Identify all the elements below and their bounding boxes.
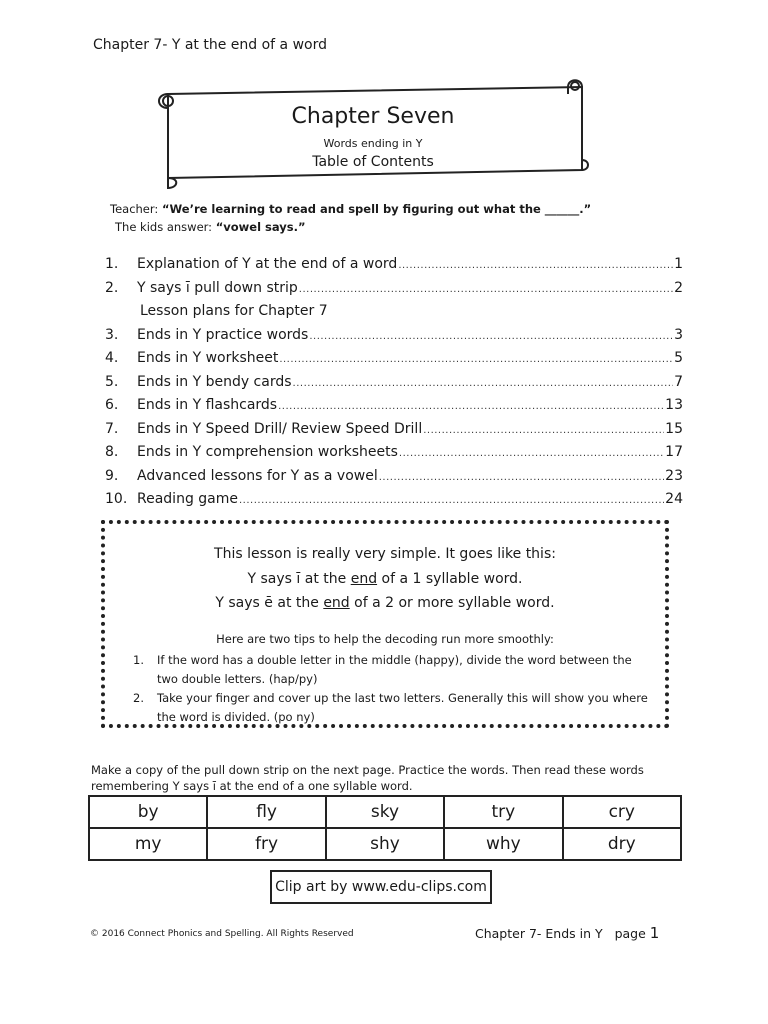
tip-number: 1. (133, 653, 144, 667)
tip-text: Take your finger and cover up the last two letters. Generally this will show you where the word is divided. (po ny) (157, 691, 648, 724)
dot-leader (278, 401, 664, 412)
rule-text: Y says ī at the (247, 571, 351, 587)
toc-page: 13 (665, 397, 683, 413)
table-row (89, 796, 681, 828)
toc-title: Ends in Y Speed Drill/ Review Speed Drill (137, 420, 423, 437)
toc-page: 1 (674, 256, 683, 272)
toc-number: 7. (105, 420, 119, 437)
toc-title: Y says ī pull down strip (137, 279, 298, 296)
word-cell: shy (326, 828, 444, 860)
clip-art-credit: Clip art by www.edu-clips.com (270, 870, 492, 904)
toc-page: 7 (674, 373, 683, 390)
toc-entry[interactable] (105, 327, 683, 351)
kids-quote: “vowel says.” (215, 220, 306, 234)
word-cell: fry (207, 828, 325, 860)
dot-leader (399, 448, 664, 459)
tips-list (133, 651, 653, 727)
tip-number: 2. (133, 691, 144, 705)
rule-emphasis: end (350, 571, 378, 587)
toc-page: 2 (674, 279, 683, 296)
table-row (89, 828, 681, 860)
word-cell: sky (326, 796, 444, 828)
toc-entry[interactable] (105, 444, 683, 468)
toc-number: 5. (105, 373, 119, 390)
toc-subheading: Lesson plans for Chapter 7 (140, 303, 328, 319)
dot-leader (379, 472, 664, 483)
word-grid (88, 795, 682, 861)
word-cell: fly (207, 796, 325, 828)
tip-item (133, 689, 653, 727)
toc-number: 3. (105, 326, 119, 343)
toc-number: 9. (105, 467, 119, 484)
page-footer (475, 924, 659, 942)
tip-item (133, 651, 653, 689)
toc-number: 10. (105, 491, 128, 507)
rule-multi-syllable (101, 595, 669, 611)
kids-label: The kids answer: (115, 220, 216, 234)
word-cell: why (444, 828, 562, 860)
page-header: Chapter 7- Y at the end of a word (93, 37, 327, 53)
toc-entry[interactable] (105, 350, 683, 374)
dot-leader (398, 260, 673, 271)
word-cell: try (444, 796, 562, 828)
table-of-contents (105, 256, 683, 515)
toc-number: 2. (105, 279, 119, 296)
toc-page: 17 (665, 444, 683, 460)
toc-page: 15 (665, 420, 683, 437)
toc-number: 8. (105, 444, 119, 460)
toc-page: 5 (674, 350, 683, 366)
toc-title: Ends in Y comprehension worksheets (137, 444, 398, 460)
scroll-banner (150, 78, 590, 194)
toc-number: 4. (105, 350, 119, 366)
dot-leader (309, 331, 673, 342)
toc-title: Ends in Y practice words (137, 326, 309, 343)
toc-title: Advanced lessons for Y as a vowel (137, 467, 378, 484)
toc-entry[interactable] (105, 280, 683, 304)
tip-text: If the word has a double letter in the middle (happy), divide the word between the two double letters. (hap/py) (157, 653, 632, 686)
dot-leader (293, 378, 674, 389)
toc-title: Ends in Y flashcards (137, 397, 278, 413)
chapter-title: Chapter Seven (291, 104, 455, 129)
word-cell: cry (563, 796, 681, 828)
word-cell: by (89, 796, 207, 828)
rule-text: of a 2 or more syllable word. (349, 595, 555, 611)
rule-text: Y says ē at the (215, 595, 324, 611)
word-cell: dry (563, 828, 681, 860)
toc-title: Explanation of Y at the end of a word (137, 256, 398, 272)
toc-entry[interactable] (105, 397, 683, 421)
toc-page: 24 (665, 491, 683, 507)
toc-title: Ends in Y bendy cards (137, 373, 292, 390)
copyright-notice: © 2016 Connect Phonics and Spelling. All Rights Reserved (90, 929, 354, 939)
teacher-line (110, 202, 591, 216)
tips-heading: Here are two tips to help the decoding run more smoothly: (216, 632, 554, 646)
footer-page-number: 1 (649, 924, 660, 942)
toc-title: Reading game (137, 491, 238, 507)
teacher-label: Teacher: (110, 202, 162, 216)
rule-emphasis: end (323, 595, 350, 611)
footer-page-label: page (614, 926, 646, 941)
toc-heading: Table of Contents (312, 154, 434, 170)
dot-leader (299, 284, 673, 295)
toc-entry[interactable] (105, 256, 683, 280)
toc-entry[interactable] (105, 374, 683, 398)
word-cell: my (89, 828, 207, 860)
dot-leader (239, 495, 664, 506)
footer-chapter: Chapter 7- Ends in Y (475, 926, 603, 941)
toc-entry[interactable] (105, 421, 683, 445)
toc-title: Ends in Y worksheet (137, 350, 279, 366)
lesson-intro: This lesson is really very simple. It goes like this: (214, 546, 556, 562)
teacher-quote: “We’re learning to read and spell by figuring out what the ______.” (161, 202, 592, 216)
rule-text: of a 1 syllable word. (377, 571, 523, 587)
toc-entry[interactable] (105, 491, 683, 515)
toc-number: 1. (105, 256, 119, 272)
toc-page: 23 (665, 467, 683, 484)
dot-leader (279, 354, 673, 365)
toc-number: 6. (105, 397, 119, 413)
practice-instructions: Make a copy of the pull down strip on the next page. Practice the words. Then read these words remembering Y says ī at the end of a one syllable word. (91, 763, 644, 793)
kids-line (115, 220, 306, 234)
dot-leader (423, 425, 664, 436)
toc-page: 3 (674, 326, 683, 343)
chapter-subtitle: Words ending in Y (323, 137, 423, 150)
rule-one-syllable (101, 571, 669, 587)
toc-entry[interactable] (105, 468, 683, 492)
